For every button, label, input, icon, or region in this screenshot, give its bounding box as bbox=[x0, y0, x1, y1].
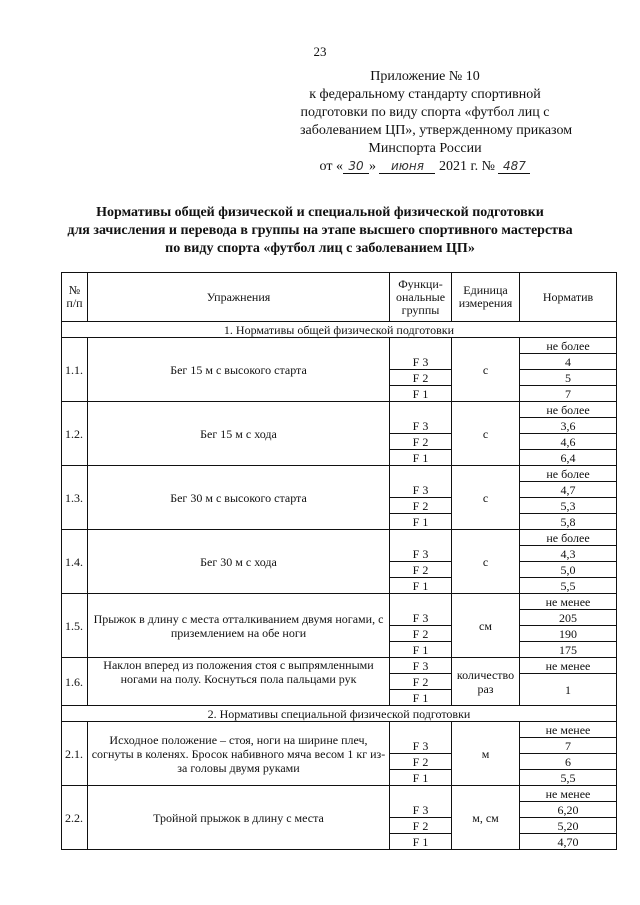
norm-value: 5 bbox=[520, 370, 617, 386]
page-number: 23 bbox=[313, 44, 327, 59]
title-line: Нормативы общей физической и специальной физической подготовки bbox=[96, 205, 544, 220]
row-number: 2.2. bbox=[62, 786, 88, 850]
group-cell: F 3 bbox=[390, 594, 452, 626]
unit-cell: с bbox=[452, 466, 520, 530]
group-cell: F 3 bbox=[390, 530, 452, 562]
table-row bbox=[62, 466, 617, 482]
exercise-name: Прыжок в длину с места отталкиванием двумя ногами, с приземлением на обе ноги bbox=[88, 594, 390, 658]
norm-value: 5,3 bbox=[520, 498, 617, 514]
row-number: 1.4. bbox=[62, 530, 88, 594]
norm-qualifier: не более bbox=[520, 466, 617, 482]
norm-qualifier: не более bbox=[520, 530, 617, 546]
group-cell: F 2 bbox=[390, 370, 452, 386]
norm-value: 190 bbox=[520, 626, 617, 642]
table-row bbox=[62, 594, 617, 610]
norm-value: 175 bbox=[520, 642, 617, 658]
exercise-name: Бег 15 м с хода bbox=[88, 402, 390, 466]
norm-value: 4 bbox=[520, 354, 617, 370]
row-number: 1.1. bbox=[62, 338, 88, 402]
exercise-name: Бег 15 м с высокого старта bbox=[88, 338, 390, 402]
row-number: 1.5. bbox=[62, 594, 88, 658]
norm-qualifier: не менее bbox=[520, 722, 617, 738]
group-cell: F 1 bbox=[390, 834, 452, 850]
norm-value: 4,3 bbox=[520, 546, 617, 562]
title-line: для зачисления и перевода в группы на этапе высшего спортивного мастерства bbox=[67, 223, 573, 238]
norm-qualifier: не более bbox=[520, 338, 617, 354]
table-row bbox=[62, 786, 617, 802]
appendix-line: к федеральному стандарту спортивной bbox=[309, 87, 541, 102]
row-number: 1.6. bbox=[62, 658, 88, 706]
norm-qualifier: не менее bbox=[520, 594, 617, 610]
norm-value: 5,20 bbox=[520, 818, 617, 834]
norm-value: 5,5 bbox=[520, 770, 617, 786]
date-year: 2021 г. № bbox=[438, 159, 495, 174]
section-row bbox=[62, 322, 617, 338]
appendix-line: подготовки по виду спорта «футбол лиц с bbox=[300, 105, 550, 120]
norm-value: 7 bbox=[520, 738, 617, 754]
unit-cell: с bbox=[452, 402, 520, 466]
norm-value: 5,8 bbox=[520, 514, 617, 530]
header-unit: Единица измерения bbox=[452, 273, 520, 322]
exercise-name: Бег 30 м с хода bbox=[88, 530, 390, 594]
exercise-name: Тройной прыжок в длину с места bbox=[88, 786, 390, 850]
table-row bbox=[62, 530, 617, 546]
section-row bbox=[62, 706, 617, 722]
header-row bbox=[62, 273, 617, 322]
appendix-line: заболеванием ЦП», утвержденному приказом bbox=[300, 123, 573, 138]
appendix-line: Минспорта России bbox=[368, 141, 482, 156]
appendix-header bbox=[300, 68, 573, 176]
norm-value: 205 bbox=[520, 610, 617, 626]
norm-value: 6,4 bbox=[520, 450, 617, 466]
date-prefix: от « bbox=[319, 159, 343, 174]
group-cell: F 1 bbox=[390, 690, 452, 706]
exercise-name: Исходное положение – стоя, ноги на ширине плеч, согнуты в коленях. Бросок набивного мяча весом 1 кг из-за головы двумя руками bbox=[88, 722, 390, 786]
date-month-handwritten: июня bbox=[379, 159, 435, 174]
unit-cell: см bbox=[452, 594, 520, 658]
norm-value: 6,20 bbox=[520, 802, 617, 818]
table-row bbox=[62, 722, 617, 738]
group-cell: F 3 bbox=[390, 338, 452, 370]
row-number: 1.3. bbox=[62, 466, 88, 530]
group-cell: F 3 bbox=[390, 722, 452, 754]
title-line: по виду спорта «футбол лиц с заболеванием ЦП» bbox=[165, 241, 475, 256]
norm-value: 1 bbox=[520, 674, 617, 706]
norm-qualifier: не менее bbox=[520, 786, 617, 802]
group-cell: F 2 bbox=[390, 674, 452, 690]
group-cell: F 2 bbox=[390, 626, 452, 642]
date-day-handwritten: 30 bbox=[343, 159, 369, 174]
norm-qualifier: не менее bbox=[520, 658, 617, 674]
group-cell: F 2 bbox=[390, 498, 452, 514]
norm-value: 4,7 bbox=[520, 482, 617, 498]
header-exercise: Упражнения bbox=[88, 273, 390, 322]
group-cell: F 1 bbox=[390, 514, 452, 530]
table-row bbox=[62, 338, 617, 354]
group-cell: F 1 bbox=[390, 642, 452, 658]
header-norm: Норматив bbox=[520, 273, 617, 322]
group-cell: F 2 bbox=[390, 434, 452, 450]
norm-value: 6 bbox=[520, 754, 617, 770]
group-cell: F 3 bbox=[390, 402, 452, 434]
date-sep: » bbox=[368, 159, 376, 174]
group-cell: F 3 bbox=[390, 658, 452, 674]
header-groups: Функци-ональные группы bbox=[390, 273, 452, 322]
section-title: 1. Нормативы общей физической подготовки bbox=[62, 322, 617, 338]
group-cell: F 1 bbox=[390, 578, 452, 594]
row-number: 2.1. bbox=[62, 722, 88, 786]
group-cell: F 1 bbox=[390, 770, 452, 786]
norm-value: 4,70 bbox=[520, 834, 617, 850]
header-num: № п/п bbox=[62, 273, 88, 322]
appendix-line: Приложение № 10 bbox=[370, 69, 480, 84]
unit-cell: количество раз bbox=[452, 658, 520, 706]
unit-cell: м bbox=[452, 722, 520, 786]
table-row bbox=[62, 658, 617, 674]
exercise-name: Наклон вперед из положения стоя с выпрямленными ногами на полу. Коснуться пола пальцами рук bbox=[88, 658, 390, 706]
row-number: 1.2. bbox=[62, 402, 88, 466]
standards-table bbox=[61, 272, 617, 850]
group-cell: F 1 bbox=[390, 450, 452, 466]
norm-qualifier: не более bbox=[520, 402, 617, 418]
table-row bbox=[62, 402, 617, 418]
exercise-name: Бег 30 м с высокого старта bbox=[88, 466, 390, 530]
group-cell: F 3 bbox=[390, 786, 452, 818]
unit-cell: м, см bbox=[452, 786, 520, 850]
group-cell: F 2 bbox=[390, 562, 452, 578]
norm-value: 3,6 bbox=[520, 418, 617, 434]
order-number-handwritten: 487 bbox=[498, 159, 530, 174]
norm-value: 5,5 bbox=[520, 578, 617, 594]
group-cell: F 1 bbox=[390, 386, 452, 402]
unit-cell: с bbox=[452, 338, 520, 402]
order-date-line bbox=[300, 158, 550, 176]
norm-value: 4,6 bbox=[520, 434, 617, 450]
norm-value: 5,0 bbox=[520, 562, 617, 578]
norm-value: 7 bbox=[520, 386, 617, 402]
group-cell: F 2 bbox=[390, 754, 452, 770]
unit-cell: с bbox=[452, 530, 520, 594]
group-cell: F 3 bbox=[390, 466, 452, 498]
document-title bbox=[0, 204, 640, 258]
section-title: 2. Нормативы специальной физической подготовки bbox=[62, 706, 617, 722]
group-cell: F 2 bbox=[390, 818, 452, 834]
